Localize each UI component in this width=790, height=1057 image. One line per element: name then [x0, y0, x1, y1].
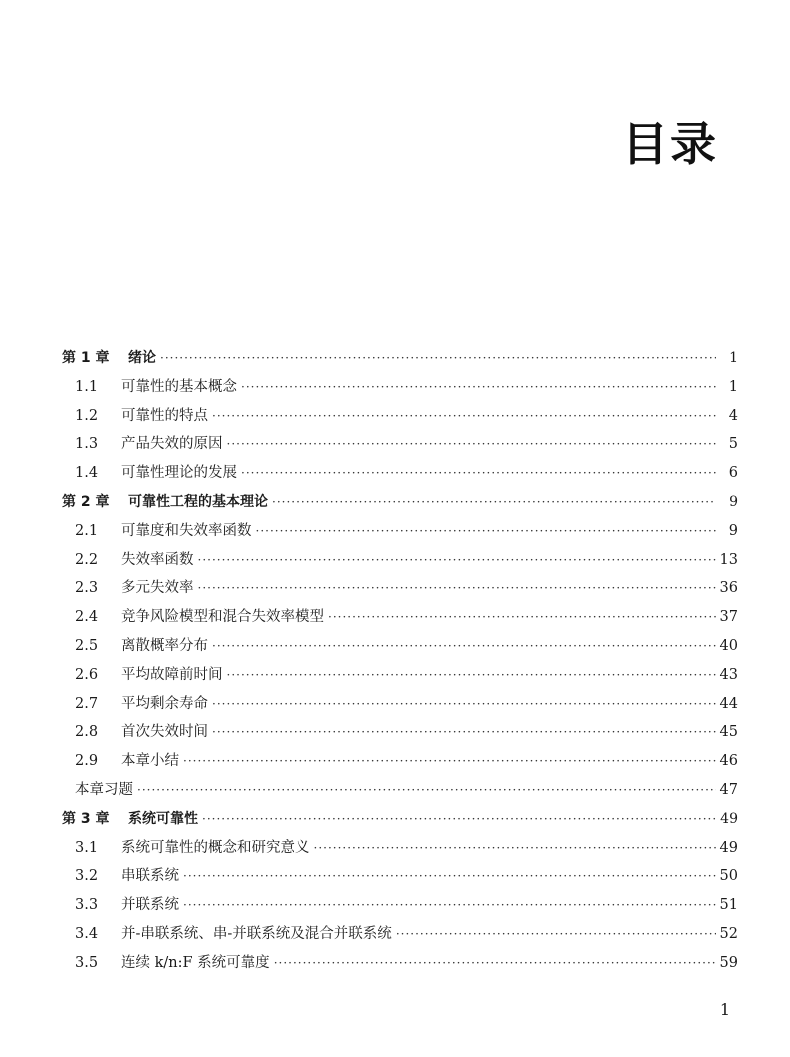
dot-leader — [227, 661, 716, 690]
toc-entry-number: 1.1 — [75, 378, 99, 395]
toc-entry-number: 1.4 — [75, 465, 99, 482]
page-title: 目录 — [622, 117, 718, 171]
dot-leader — [212, 718, 716, 747]
dot-leader — [328, 603, 716, 632]
toc-entry-number: 2.9 — [75, 753, 99, 770]
toc-entry-label: 可靠性的特点 — [121, 407, 208, 424]
toc-entry-page: 4 — [728, 407, 738, 424]
toc-entry[interactable] — [62, 488, 738, 517]
toc-entry-number: 2.6 — [75, 666, 99, 683]
toc-entry-label: 平均故障前时间 — [121, 666, 223, 683]
toc-entry-page: 6 — [728, 465, 738, 482]
toc-entry[interactable] — [62, 862, 738, 891]
toc-entry-number: 3.2 — [75, 868, 99, 885]
toc-entry-page: 40 — [719, 637, 738, 654]
toc-entry-label: 系统可靠性的概念和研究意义 — [121, 839, 310, 856]
toc-entry-page: 9 — [729, 493, 738, 510]
toc-entry-number: 1.3 — [75, 436, 99, 453]
toc-entry-number: 2.7 — [75, 695, 99, 712]
toc-entry[interactable] — [62, 920, 738, 949]
toc-entry-label: 并-串联系统、串-并联系统及混合并联系统 — [121, 925, 392, 942]
toc-entry[interactable] — [62, 517, 738, 546]
toc-entry[interactable] — [62, 459, 738, 488]
dot-leader — [212, 690, 716, 719]
toc-entry[interactable] — [62, 834, 738, 863]
toc-entry-number: 第 2 章 — [62, 493, 110, 510]
toc-entry-number: 2.2 — [75, 551, 99, 568]
toc-entry-label: 竞争风险模型和混合失效率模型 — [121, 609, 324, 626]
toc-entry-page: 49 — [720, 810, 738, 827]
toc-entry-page: 52 — [719, 925, 738, 942]
toc-entry-label: 串联系统 — [121, 868, 179, 885]
toc-entry-number: 3.5 — [75, 954, 99, 971]
toc-entry-page: 49 — [719, 839, 738, 856]
toc-entry[interactable] — [62, 373, 738, 402]
toc-entry-label: 系统可靠性 — [128, 810, 198, 827]
toc-entry[interactable] — [62, 603, 738, 632]
toc-entry-label: 可靠度和失效率函数 — [121, 522, 252, 539]
dot-leader — [183, 862, 716, 891]
toc-entry-label: 连续 k/n:F 系统可靠度 — [121, 954, 270, 971]
toc-entry-page: 45 — [719, 724, 738, 741]
table-of-contents — [62, 344, 738, 978]
dot-leader — [396, 920, 716, 949]
dot-leader — [160, 344, 716, 373]
dot-leader — [137, 776, 716, 805]
dot-leader — [202, 805, 716, 834]
toc-entry-page: 36 — [719, 580, 738, 597]
dot-leader — [183, 891, 716, 920]
toc-entry-page: 46 — [719, 753, 738, 770]
dot-leader — [256, 517, 717, 546]
toc-entry[interactable] — [62, 776, 738, 805]
toc-entry-page: 9 — [728, 522, 738, 539]
toc-entry-label: 可靠性工程的基本理论 — [128, 493, 268, 510]
dot-leader — [227, 430, 717, 459]
toc-entry[interactable] — [62, 430, 738, 459]
toc-entry[interactable] — [62, 402, 738, 431]
toc-entry-page: 47 — [719, 781, 738, 798]
dot-leader — [272, 488, 716, 517]
toc-entry[interactable] — [62, 718, 738, 747]
toc-entry-number: 2.5 — [75, 637, 99, 654]
toc-entry-label: 并联系统 — [121, 897, 179, 914]
dot-leader — [241, 373, 716, 402]
toc-entry-number: 2.3 — [75, 580, 99, 597]
toc-entry-number: 第 1 章 — [62, 350, 110, 366]
toc-entry[interactable] — [62, 949, 738, 978]
toc-entry[interactable] — [62, 661, 738, 690]
toc-entry-label: 首次失效时间 — [121, 724, 208, 741]
toc-entry-number: 2.1 — [75, 522, 99, 539]
toc-entry-label: 可靠性理论的发展 — [121, 465, 237, 482]
dot-leader — [314, 834, 716, 863]
toc-entry-number: 2.4 — [75, 609, 99, 626]
toc-entry[interactable] — [62, 747, 738, 776]
toc-entry[interactable] — [62, 574, 738, 603]
toc-entry-label: 本章小结 — [121, 753, 179, 770]
dot-leader — [212, 402, 716, 431]
toc-entry[interactable] — [62, 891, 738, 920]
toc-entry-label: 多元失效率 — [121, 580, 194, 597]
toc-entry-number: 3.4 — [75, 925, 99, 942]
toc-entry-label: 失效率函数 — [121, 551, 194, 568]
dot-leader — [212, 632, 716, 661]
toc-entry-label: 平均剩余寿命 — [121, 695, 208, 712]
toc-entry-label: 可靠性的基本概念 — [121, 378, 237, 395]
toc-entry[interactable] — [62, 632, 738, 661]
toc-entry[interactable] — [62, 344, 738, 373]
toc-entry-label: 本章习题 — [75, 781, 133, 798]
toc-entry-label: 离散概率分布 — [121, 637, 208, 654]
dot-leader — [241, 459, 716, 488]
toc-entry[interactable] — [62, 546, 738, 575]
dot-leader — [198, 574, 716, 603]
toc-entry-page: 1 — [728, 378, 738, 395]
toc-entry-number: 1.2 — [75, 407, 99, 424]
toc-entry-page: 13 — [719, 551, 738, 568]
toc-entry-page: 1 — [729, 350, 738, 366]
toc-entry[interactable] — [62, 805, 738, 834]
toc-entry-number: 2.8 — [75, 724, 99, 741]
toc-entry-label: 产品失效的原因 — [121, 436, 223, 453]
page-number: 1 — [719, 1000, 730, 1019]
toc-entry-number: 3.3 — [75, 897, 99, 914]
toc-entry-page: 59 — [719, 954, 738, 971]
toc-entry-page: 43 — [719, 666, 738, 683]
dot-leader — [183, 747, 716, 776]
toc-entry-label: 绪论 — [128, 350, 156, 366]
toc-entry-page: 5 — [728, 436, 738, 453]
dot-leader — [198, 546, 716, 575]
toc-entry-number: 3.1 — [75, 839, 99, 856]
dot-leader — [274, 949, 716, 978]
toc-entry-page: 51 — [719, 897, 738, 914]
toc-entry-page: 37 — [719, 609, 738, 626]
toc-entry[interactable] — [62, 690, 738, 719]
toc-entry-number: 第 3 章 — [62, 810, 110, 827]
toc-entry-page: 50 — [719, 868, 738, 885]
toc-entry-page: 44 — [719, 695, 738, 712]
